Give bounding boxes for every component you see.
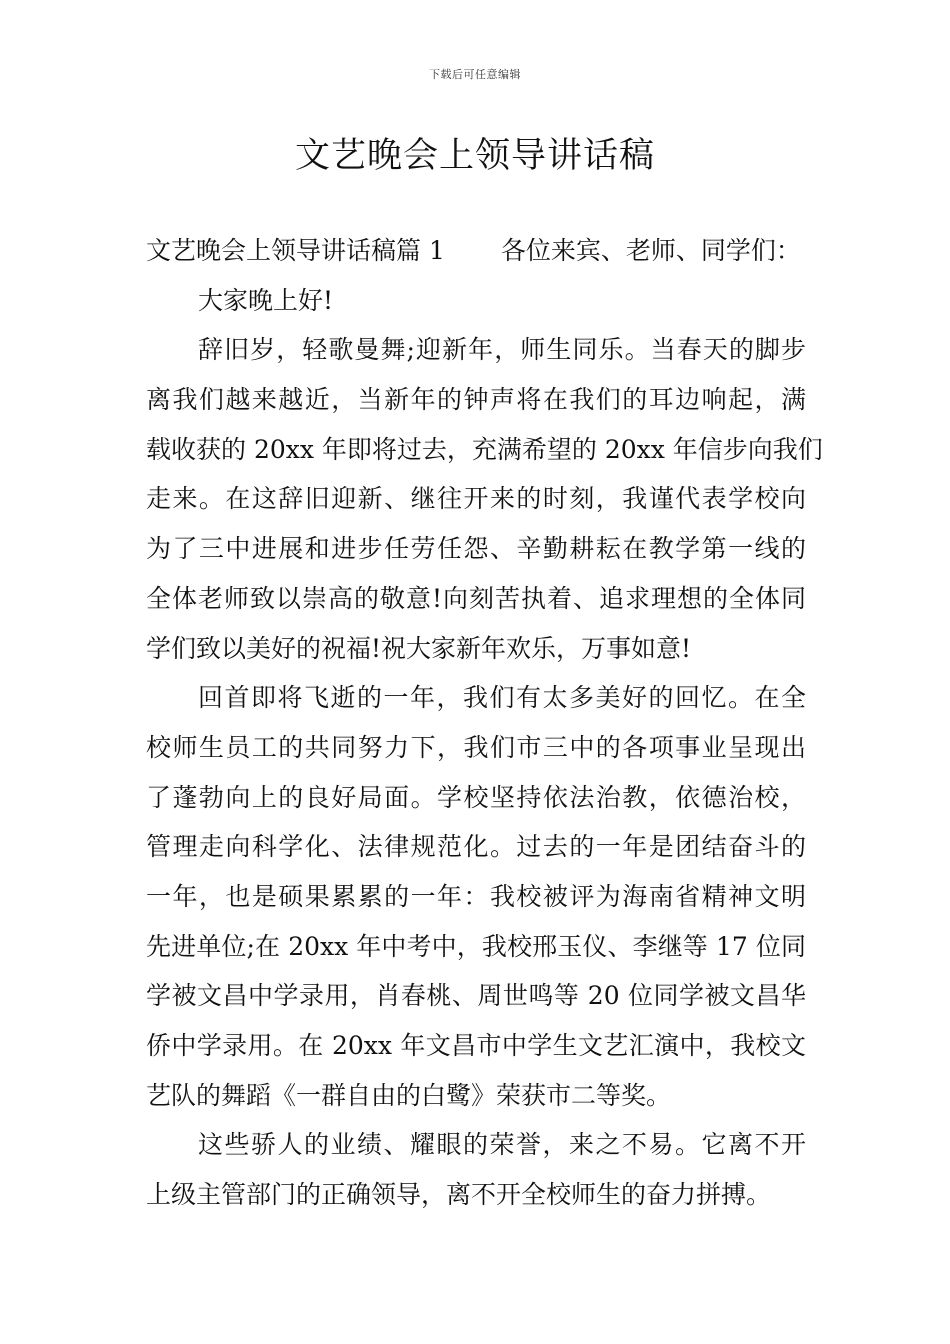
paragraph-line: 了蓬勃向上的良好局面。学校坚持依法治教，依德治校，: [146, 782, 806, 812]
paragraph-line: 一年，也是硕果累累的一年：我校被评为海南省精神文明: [146, 881, 806, 911]
paragraph-line: 管理走向科学化、法律规范化。过去的一年是团结奋斗的: [146, 832, 806, 862]
paragraph-line: 校师生员工的共同努力下，我们市三中的各项事业呈现出: [146, 732, 806, 762]
paragraph-line: 离我们越来越近，当新年的钟声将在我们的耳边响起，满: [146, 385, 806, 415]
paragraph-line: 大家晚上好!: [198, 285, 334, 315]
heading-line: [146, 226, 806, 276]
paragraph-line: 为了三中进展和进步任劳任怨、辛勤耕耘在教学第一线的: [146, 534, 806, 564]
paragraph-line: 全体老师致以崇高的敬意!向刻苦执着、追求理想的全体同: [146, 583, 806, 613]
salutation: 各位来宾、老师、同学们：: [500, 236, 801, 265]
part-title: 文艺晚会上领导讲话稿篇 1: [146, 236, 445, 265]
page-title: 文艺晚会上领导讲话稿: [294, 136, 655, 176]
paragraph-line: 回首即将飞逝的一年，我们有太多美好的回忆。在全: [198, 683, 806, 713]
paragraph-line: 学们致以美好的祝福!祝大家新年欢乐，万事如意!: [146, 633, 692, 663]
paragraph-line: 侨中学录用。在 20xx 年文昌市中学生文艺汇演中，我校文: [146, 1031, 806, 1060]
paragraph-line: 学被文昌中学录用，肖春桃、周世鸣等 20 位同学被文昌华: [146, 981, 806, 1011]
document-body: [146, 226, 823, 1220]
paragraph-line: 辞旧岁，轻歌曼舞;迎新年，师生同乐。当春天的脚步: [198, 335, 806, 365]
header-note: 下载后可任意编辑: [429, 68, 521, 81]
paragraph-line: 载收获的 20xx 年即将过去，充满希望的 20xx 年信步向我们: [146, 434, 823, 464]
paragraph-line: 走来。在这辞旧迎新、继往开来的时刻，我谨代表学校向: [146, 484, 806, 514]
paragraph-line: 艺队的舞蹈《一群自由的白鹭》荣获市二等奖。: [146, 1080, 672, 1110]
paragraph-line: 上级主管部门的正确领导，离不开全校师生的奋力拼搏。: [146, 1180, 772, 1210]
paragraph-line: 这些骄人的业绩、耀眼的荣誉，来之不易。它离不开: [198, 1130, 806, 1160]
paragraph-line: 先进单位;在 20xx 年中考中，我校邢玉仪、李继等 17 位同: [146, 931, 806, 961]
